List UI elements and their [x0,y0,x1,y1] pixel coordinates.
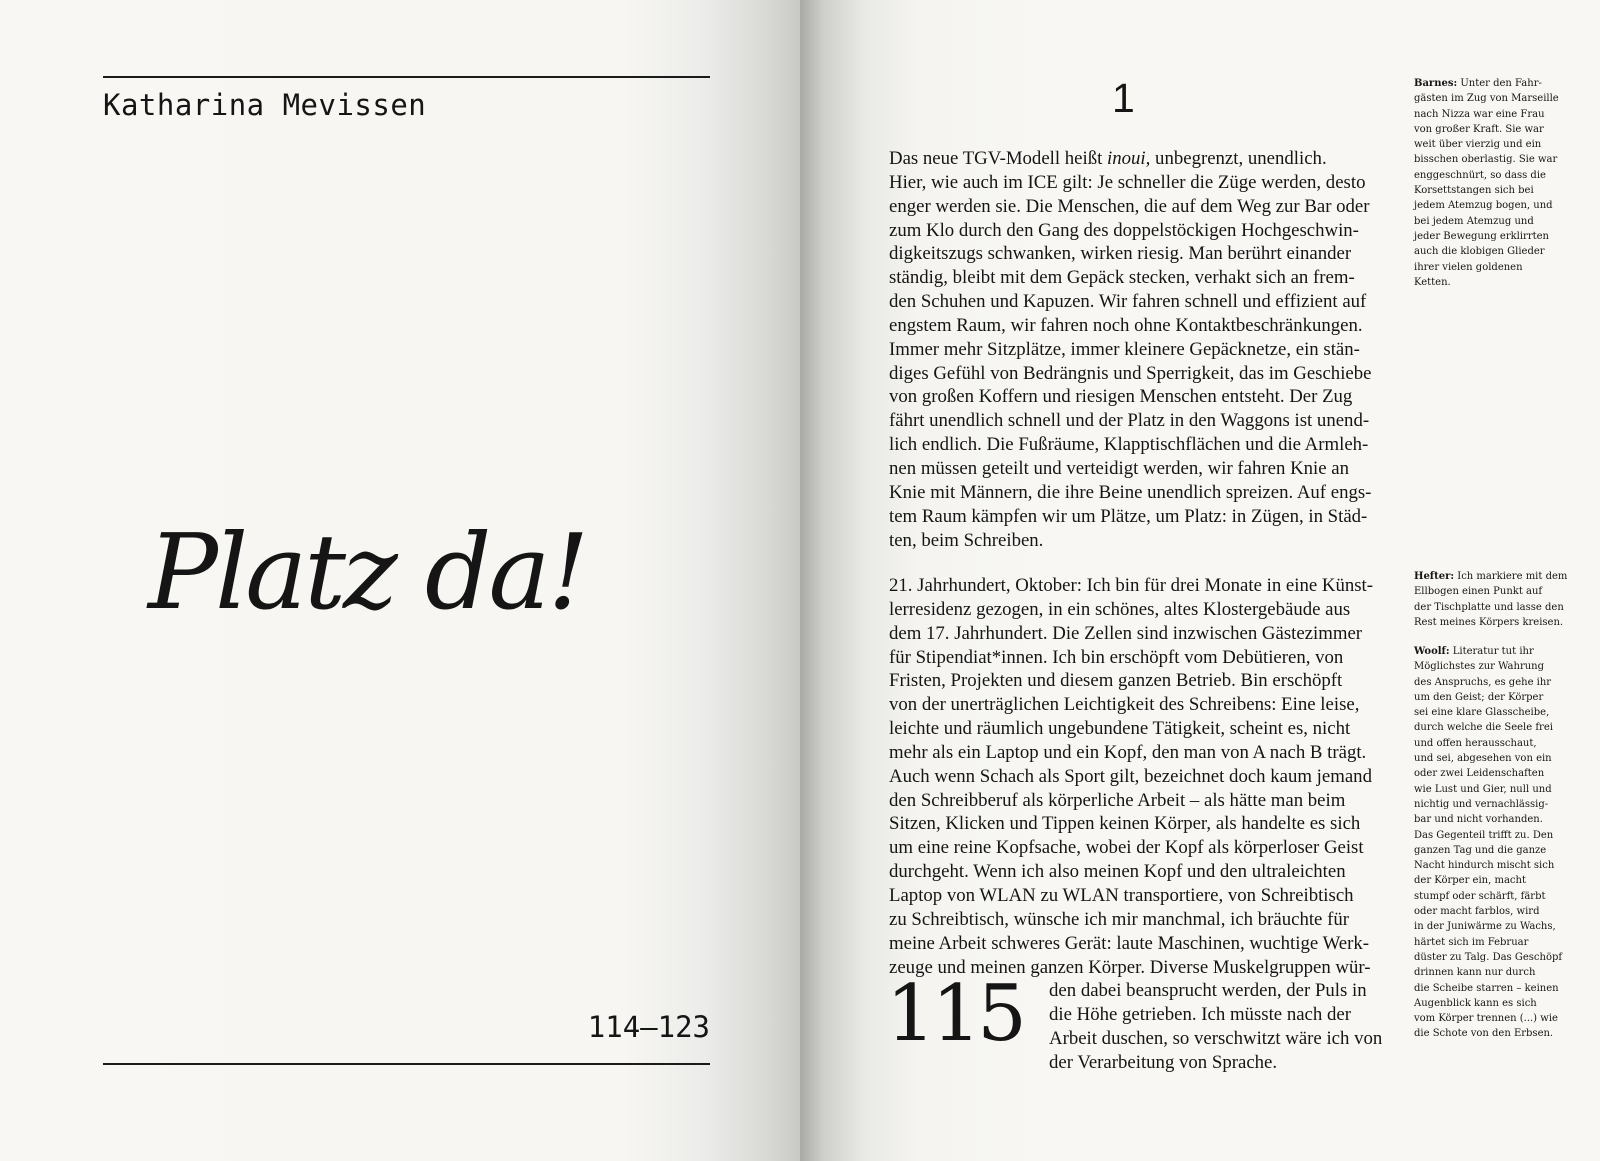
paragraph-line: durchgeht. Wenn ich also meinen Kopf und den ultraleichten [889,861,1346,883]
italic-word: inoui, [1107,148,1151,169]
paragraph-line: dem 17. Jahrhundert. Die Zellen sind inzwischen Gästezimmer [889,622,1363,644]
paragraph-line: für Stipendiat*innen. Ich bin erschöpft vom Debütieren, von [889,646,1344,668]
paragraph-line: diges Gefühl von Bedrängnis und Sperrigkeit, das im Geschiebe [889,362,1372,384]
margin-note-hefter: Hefter: Ich markiere mit dem Ellbogen einen Punkt auf der Tischplatte und lasse den Rest meines Körpers kreisen. [1414,571,1568,628]
paragraph-line: meine Arbeit schweres Gerät: laute Maschinen, wuchtige Werk- [889,932,1370,954]
chapter-number: 1 [1112,75,1135,121]
paragraph-line: Hier, wie auch im ICE gilt: Je schneller die Züge werden, desto [889,171,1366,193]
paragraph-line: ten, beim Schreiben. [889,529,1044,551]
paragraph-line: tem Raum kämpfen wir um Plätze, um Platz: in Zügen, in Städ- [889,505,1368,527]
paragraph-1 [889,147,1402,552]
paragraph-line: Immer mehr Sitzplätze, immer kleinere Gepäcknetze, ein stän- [889,338,1360,360]
right-page [800,0,1600,1161]
page-range: 114–123 [587,1010,710,1044]
essay-title: Platz da! [148,511,587,633]
paragraph-line: Laptop von WLAN zu WLAN transportiere, von Schreibtisch [889,884,1354,906]
paragraph-line: zum Klo durch den Gang des doppelstöckigen Hochgeschwin- [889,219,1359,241]
paragraph-line: mehr als ein Laptop und ein Kopf, den man von A nach B trägt. [889,741,1367,763]
paragraph-line: zu Schreibtisch, wünsche ich mir manchmal, ich bräuchte für [889,908,1349,930]
paragraph-line: um eine reine Kopfsache, wobei der Kopf als körperloser Geist [889,837,1364,859]
margin-note-woolf: Woolf: Literatur tut ihr Möglichstes zur Wahrung des Anspruchs, es gehe ihr um den Geist; der Körper sei eine klare Glasscheibe, durch welche die Seele frei und offen herausschaut, und sei, abgesehen von ein oder zwei Leidenschaften wie Lust und Gier, null und nichtig und vernachlässig- bar und nicht vorhanden. Das Gegenteil trifft zu. Den ganzen Tag und die ganze Nacht hindurch mischt sich der Körper ein, macht stumpf oder schärft, färbt oder macht farblos, wird in der Juniwärme zu Wachs, härtet sich im Februar düster zu Talg. Das Geschöpf drinnen kann nur durch die Scheibe starren – keinen Augenblick kann es sich vom Körper trennen (...) wie die Schote von den Erbsen. [1414,646,1563,1040]
paragraph-line: von der unerträglichen Leichtigkeit des Schreibens: Eine leise, [889,694,1360,716]
paragraph-line: der Verarbeitung von Sprache. [1049,1051,1278,1073]
paragraph-line: den Schreibberuf als körperliche Arbeit – als hätte man beim [889,789,1346,811]
paragraph-line: zeuge und meinen ganzen Körper. Diverse Muskelgruppen wür- [889,956,1371,978]
paragraph-line: nen müssen geteilt und verteidigt werden, wir fahren Knie an [889,457,1349,479]
paragraph-line: Sitzen, Klicken und Tippen keinen Körper, als handelte es sich [889,813,1361,835]
paragraph-line: lerresidenz gezogen, in ein schönes, altes Klostergebäude aus [889,598,1351,620]
paragraph-line: 21. Jahrhundert, Oktober: Ich bin für drei Monate in eine Künst- [889,575,1374,596]
note-author: Barnes: [1414,78,1458,89]
note-author: Woolf: [1414,646,1450,657]
paragraph-line: digkeitszugs schwanken, wirken riesig. Man berührt einander [889,243,1352,265]
paragraph-line: enger werden sie. Die Menschen, die auf dem Weg zur Bar oder [889,195,1370,217]
paragraph-line: Auch wenn Schach als Sport gilt, bezeichnet doch kaum jemand [889,765,1372,787]
paragraph-line: von großen Koffern und riesigen Menschen entsteht. Der Zug [889,386,1353,408]
note-author: Hefter: [1414,571,1455,582]
paragraph-line: fährt unendlich schnell und der Platz in den Waggons ist unend- [889,410,1370,432]
paragraph-line: die Höhe getrieben. Ich müsste nach der [1049,1004,1351,1026]
top-rule [103,76,710,78]
paragraph-line: den Schuhen und Kapuzen. Wir fahren schnell und effizient auf [889,291,1367,313]
paragraph-line: Fristen, Projekten und diesem ganzen Betrieb. Bin erschöpft [889,670,1343,692]
margin-note-barnes: Barnes: Unter den Fahr- gästen im Zug von Marseille nach Nizza war eine Frau von großer Kraft. Sie war weit über vierzig und ein bisschen oberlastig. Sie war enggeschnürt, so dass die Korsettstangen sich bei jedem Atemzug bogen, und bei jedem Atemzug und jeder Bewegung erklirrten auch die klobigen Glieder ihrer vielen goldenen Ketten. [1414,78,1559,288]
paragraph-line: Arbeit duschen, so verschwitzt wäre ich von [1049,1028,1383,1050]
paragraph-line: Das neue TGV-Modell heißt inoui, unbegrenzt, unendlich. [889,148,1327,169]
paragraph-line: engstem Raum, wir fahren noch ohne Kontaktbeschränkungen. [889,314,1363,336]
paragraph-line: leichte und räumlich ungebundene Tätigkeit, scheint es, nicht [889,718,1351,740]
paragraph-line: Knie mit Männern, die ihre Beine unendlich spreizen. Auf engs- [889,481,1372,503]
paragraph-line: den dabei beansprucht werden, der Puls in [1049,980,1367,1002]
page-number: 115 [886,969,1023,1059]
paragraph-line: ständig, bleibt mit dem Gepäck stecken, verhakt sich an frem- [889,267,1355,289]
author-name: Katharina Mevissen [103,88,427,122]
bottom-rule [103,1063,710,1065]
paragraph-line: lich endlich. Die Fußräume, Klapptischflächen und die Armleh- [889,434,1369,456]
